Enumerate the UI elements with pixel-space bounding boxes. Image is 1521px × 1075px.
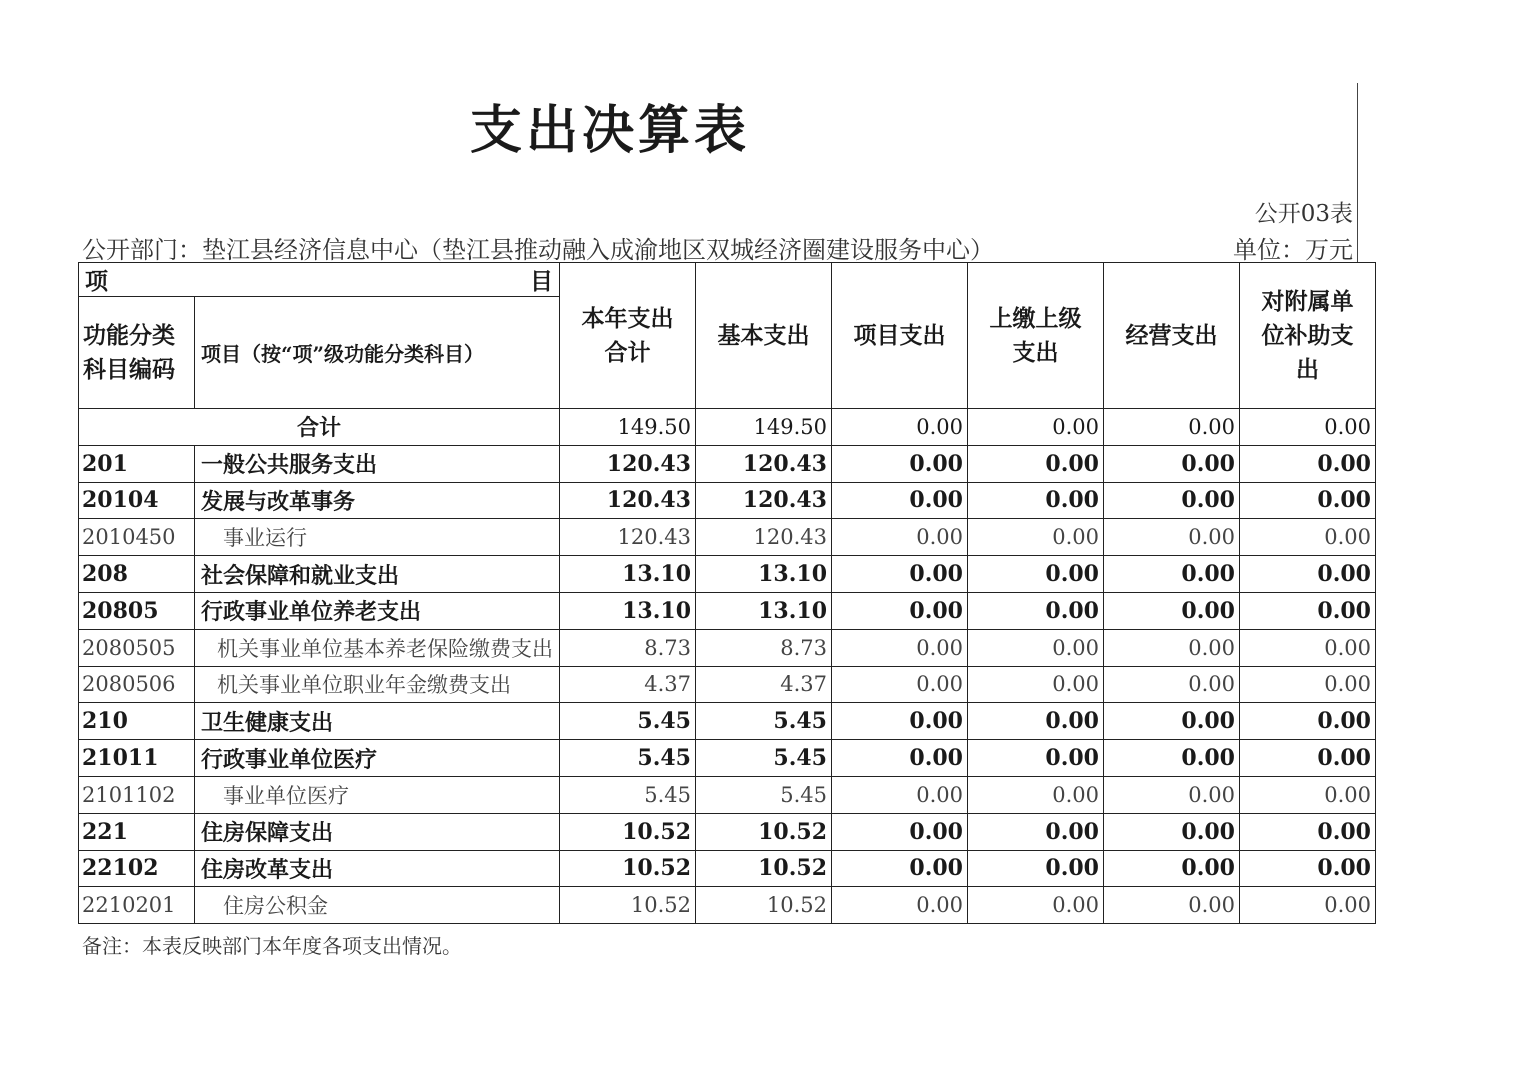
cell-value: 0.00 xyxy=(1104,850,1240,887)
cell-value: 5.45 xyxy=(560,776,696,813)
cell-value: 149.50 xyxy=(560,409,696,446)
row-code: 20805 xyxy=(79,592,195,629)
cell-value: 13.10 xyxy=(560,556,696,593)
row-name: 机关事业单位基本养老保险缴费支出 xyxy=(195,629,560,666)
cell-value: 5.45 xyxy=(696,776,832,813)
cell-value: 10.52 xyxy=(696,887,832,924)
cell-value: 0.00 xyxy=(1104,776,1240,813)
cell-value: 0.00 xyxy=(1240,776,1376,813)
cell-value: 0.00 xyxy=(1240,445,1376,482)
form-number: 公开03表 xyxy=(1254,201,1353,227)
table-row xyxy=(79,519,1376,556)
cell-value: 0.00 xyxy=(1104,887,1240,924)
cell-value: 0.00 xyxy=(832,445,968,482)
cell-value: 0.00 xyxy=(968,813,1104,850)
row-code: 221 xyxy=(79,813,195,850)
row-name: 社会保障和就业支出 xyxy=(195,556,560,593)
header-col-remit: 上缴上级支出 xyxy=(968,263,1104,409)
table-row xyxy=(79,776,1376,813)
cell-value: 10.52 xyxy=(696,813,832,850)
row-code: 2010450 xyxy=(79,519,195,556)
cell-value: 149.50 xyxy=(696,409,832,446)
cell-value: 0.00 xyxy=(1240,556,1376,593)
department-label: 公开部门：垫江县经济信息中心（垫江县推动融入成渝地区双城经济圈建设服务中心） xyxy=(82,236,994,264)
cell-value: 0.00 xyxy=(1240,592,1376,629)
cell-value: 0.00 xyxy=(832,482,968,519)
cell-value: 120.43 xyxy=(696,445,832,482)
header-col-subsidy: 对附属单位补助支出 xyxy=(1240,263,1376,409)
cell-value: 0.00 xyxy=(1104,556,1240,593)
cell-value: 13.10 xyxy=(696,592,832,629)
footnote: 备注：本表反映部门本年度各项支出情况。 xyxy=(82,934,462,958)
cell-value: 0.00 xyxy=(1240,740,1376,777)
cell-value: 0.00 xyxy=(968,666,1104,703)
cell-value: 4.37 xyxy=(560,666,696,703)
table-row xyxy=(79,740,1376,777)
header-col-operating: 经营支出 xyxy=(1104,263,1240,409)
cell-value: 10.52 xyxy=(560,813,696,850)
row-name: 行政事业单位医疗 xyxy=(195,740,560,777)
row-name: 卫生健康支出 xyxy=(195,703,560,740)
cell-value: 0.00 xyxy=(832,556,968,593)
cell-value: 0.00 xyxy=(832,887,968,924)
cell-value: 0.00 xyxy=(832,409,968,446)
cell-value: 120.43 xyxy=(560,445,696,482)
cell-value: 0.00 xyxy=(1240,666,1376,703)
cell-value: 0.00 xyxy=(968,409,1104,446)
row-name: 一般公共服务支出 xyxy=(195,445,560,482)
row-code: 208 xyxy=(79,556,195,593)
cell-value: 0.00 xyxy=(1104,813,1240,850)
cell-value: 0.00 xyxy=(1104,409,1240,446)
row-code: 201 xyxy=(79,445,195,482)
row-name: 行政事业单位养老支出 xyxy=(195,592,560,629)
cell-value: 0.00 xyxy=(968,776,1104,813)
expenditure-table xyxy=(78,262,1376,924)
cell-value: 0.00 xyxy=(832,519,968,556)
cell-value: 0.00 xyxy=(832,813,968,850)
table-row xyxy=(79,445,1376,482)
table-row-total xyxy=(79,409,1376,446)
table-row xyxy=(79,592,1376,629)
header-item-left: 项 xyxy=(85,268,108,295)
cell-value: 0.00 xyxy=(1104,445,1240,482)
header-col-basic: 基本支出 xyxy=(696,263,832,409)
cell-value: 0.00 xyxy=(968,740,1104,777)
cell-value: 5.45 xyxy=(696,740,832,777)
cell-value: 8.73 xyxy=(560,629,696,666)
cell-value: 0.00 xyxy=(968,445,1104,482)
cell-value: 120.43 xyxy=(560,519,696,556)
table-row xyxy=(79,703,1376,740)
header-item-right: 目 xyxy=(530,268,553,295)
cell-value: 0.00 xyxy=(1240,703,1376,740)
row-code: 2101102 xyxy=(79,776,195,813)
cell-value: 0.00 xyxy=(1240,482,1376,519)
header-col-project: 项目支出 xyxy=(832,263,968,409)
header-item xyxy=(79,263,560,297)
row-name: 住房公积金 xyxy=(195,887,560,924)
table-row xyxy=(79,850,1376,887)
cell-value: 4.37 xyxy=(696,666,832,703)
right-border-line xyxy=(1357,83,1358,263)
header-name: 项目（按“项”级功能分类科目） xyxy=(195,297,560,409)
row-code: 22102 xyxy=(79,850,195,887)
cell-value: 0.00 xyxy=(832,850,968,887)
cell-value: 0.00 xyxy=(968,887,1104,924)
table-row xyxy=(79,482,1376,519)
cell-value: 10.52 xyxy=(560,887,696,924)
row-code: 2080505 xyxy=(79,629,195,666)
cell-value: 0.00 xyxy=(1240,519,1376,556)
row-name: 事业单位医疗 xyxy=(195,776,560,813)
row-code: 21011 xyxy=(79,740,195,777)
row-code: 20104 xyxy=(79,482,195,519)
row-name: 发展与改革事务 xyxy=(195,482,560,519)
cell-value: 0.00 xyxy=(1240,850,1376,887)
cell-value: 0.00 xyxy=(832,592,968,629)
cell-value: 13.10 xyxy=(560,592,696,629)
header-col-total: 本年支出合计 xyxy=(560,263,696,409)
cell-value: 0.00 xyxy=(968,556,1104,593)
cell-value: 0.00 xyxy=(968,592,1104,629)
cell-value: 5.45 xyxy=(696,703,832,740)
row-code: 210 xyxy=(79,703,195,740)
cell-value: 0.00 xyxy=(832,740,968,777)
cell-value: 0.00 xyxy=(1104,482,1240,519)
row-name: 住房保障支出 xyxy=(195,813,560,850)
header-code: 功能分类科目编码 xyxy=(79,297,195,409)
row-name: 事业运行 xyxy=(195,519,560,556)
cell-value: 0.00 xyxy=(1104,703,1240,740)
cell-value: 0.00 xyxy=(1104,629,1240,666)
cell-value: 10.52 xyxy=(696,850,832,887)
cell-value: 0.00 xyxy=(1240,409,1376,446)
table-row xyxy=(79,666,1376,703)
total-label: 合计 xyxy=(79,409,560,446)
cell-value: 0.00 xyxy=(968,519,1104,556)
cell-value: 5.45 xyxy=(560,703,696,740)
row-name: 住房改革支出 xyxy=(195,850,560,887)
cell-value: 0.00 xyxy=(832,703,968,740)
row-code: 2210201 xyxy=(79,887,195,924)
cell-value: 0.00 xyxy=(968,629,1104,666)
cell-value: 120.43 xyxy=(560,482,696,519)
unit-label: 单位：万元 xyxy=(1233,236,1353,264)
cell-value: 0.00 xyxy=(968,482,1104,519)
table-row xyxy=(79,887,1376,924)
cell-value: 120.43 xyxy=(696,482,832,519)
cell-value: 0.00 xyxy=(832,666,968,703)
cell-value: 0.00 xyxy=(832,629,968,666)
page-title: 支出决算表 xyxy=(469,101,750,161)
cell-value: 0.00 xyxy=(1240,813,1376,850)
cell-value: 0.00 xyxy=(968,850,1104,887)
cell-value: 5.45 xyxy=(560,740,696,777)
table-row xyxy=(79,813,1376,850)
table-row xyxy=(79,556,1376,593)
cell-value: 0.00 xyxy=(1240,629,1376,666)
cell-value: 0.00 xyxy=(1240,887,1376,924)
cell-value: 120.43 xyxy=(696,519,832,556)
row-name: 机关事业单位职业年金缴费支出 xyxy=(195,666,560,703)
row-code: 2080506 xyxy=(79,666,195,703)
cell-value: 0.00 xyxy=(1104,666,1240,703)
cell-value: 0.00 xyxy=(1104,519,1240,556)
cell-value: 0.00 xyxy=(832,776,968,813)
cell-value: 8.73 xyxy=(696,629,832,666)
cell-value: 10.52 xyxy=(560,850,696,887)
cell-value: 0.00 xyxy=(1104,592,1240,629)
cell-value: 0.00 xyxy=(968,703,1104,740)
cell-value: 13.10 xyxy=(696,556,832,593)
cell-value: 0.00 xyxy=(1104,740,1240,777)
table-row xyxy=(79,629,1376,666)
